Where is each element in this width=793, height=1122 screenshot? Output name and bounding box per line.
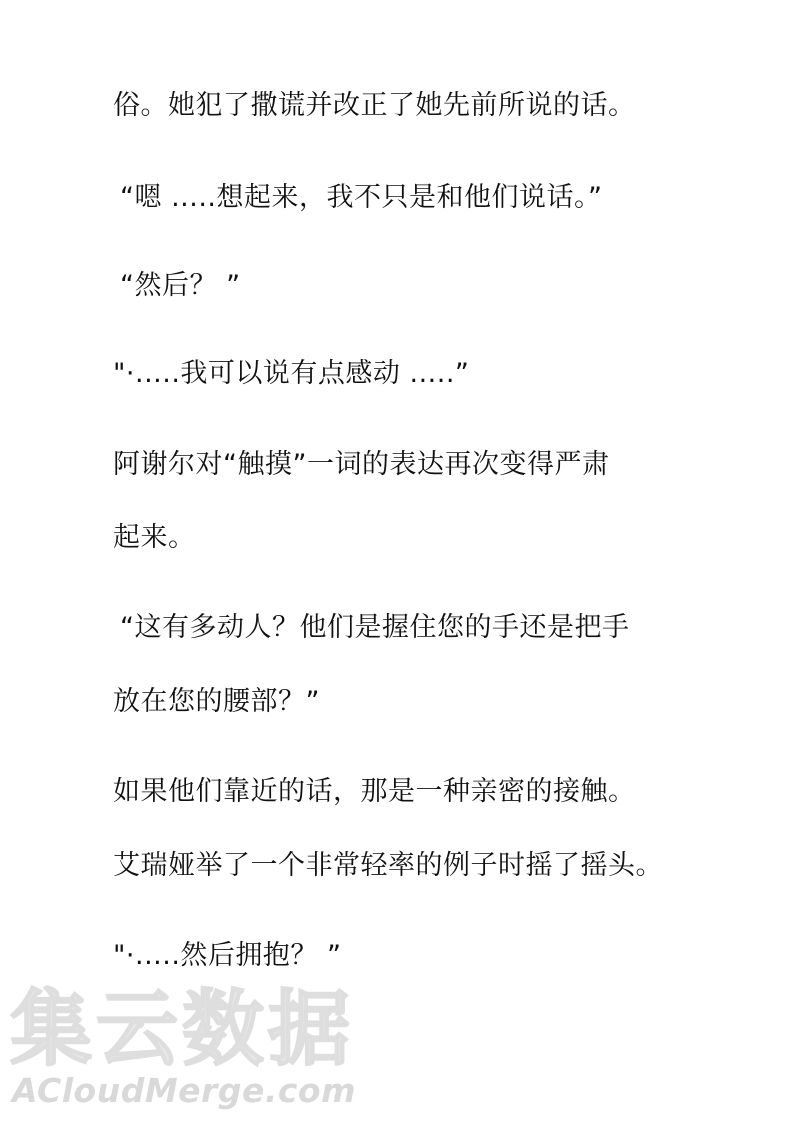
text-line-5: 阿谢尔对“触摸”一词的表达再次变得严肃 bbox=[113, 449, 610, 480]
text-line-1: 俗。她犯了撒谎并改正了她先前所说的话。 bbox=[113, 90, 636, 121]
watermark-english: ACloudMerge.com bbox=[12, 1071, 356, 1110]
text-line-11: "·.....然后拥抱？ ” bbox=[113, 940, 342, 971]
text-line-7: “这有多动人？他们是握住您的手还是把手 bbox=[120, 612, 630, 643]
text-line-4: "·.....我可以说有点感动 .....” bbox=[113, 358, 470, 389]
text-line-3: “然后？ ” bbox=[120, 270, 241, 301]
watermark bbox=[10, 982, 390, 1115]
text-line-10: 艾瑞娅举了一个非常轻率的例子时摇了摇头。 bbox=[113, 850, 663, 881]
text-line-2: “嗯 .....想起来，我不只是和他们说话。” bbox=[120, 182, 603, 213]
watermark-chinese: 集云数据 bbox=[10, 982, 355, 1077]
text-line-8: 放在您的腰部？” bbox=[113, 686, 320, 717]
text-line-9: 如果他们靠近的话，那是一种亲密的接触。 bbox=[113, 776, 636, 807]
text-line-6: 起来。 bbox=[113, 522, 196, 553]
